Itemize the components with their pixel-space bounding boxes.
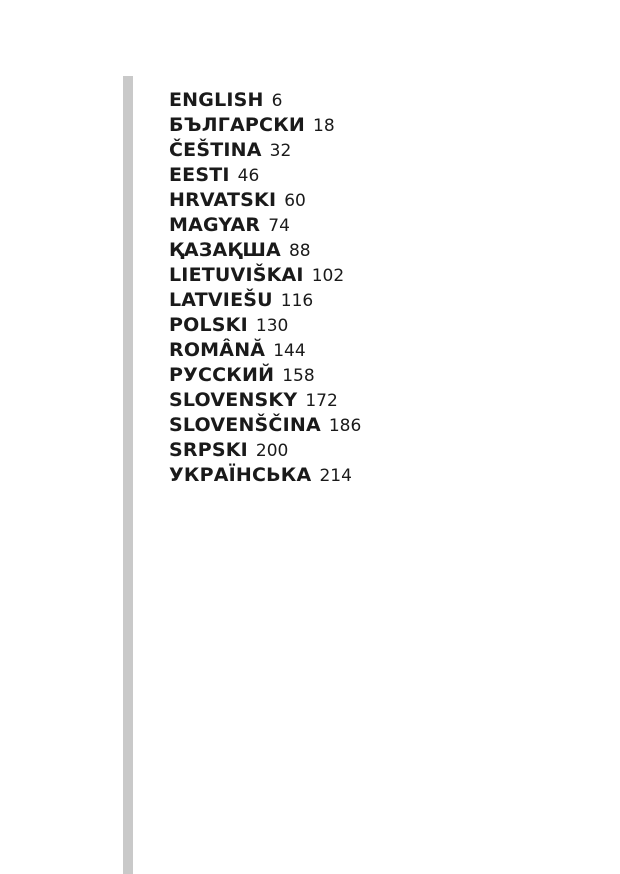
page-number: 186 [328, 416, 362, 436]
page-number: 32 [269, 141, 292, 161]
language-name: БЪЛГАРСКИ [169, 114, 306, 136]
language-name: SRPSKI [169, 439, 248, 461]
page-number: 18 [313, 116, 335, 136]
page-number: 6 [271, 91, 283, 111]
language-name: ENGLISH [169, 89, 264, 111]
toc-entry-bulgarian[interactable] [169, 113, 361, 138]
language-name: SLOVENŠČINA [169, 414, 321, 436]
toc-entry-estonian[interactable] [169, 163, 361, 188]
toc-entry-russian[interactable] [169, 363, 361, 388]
toc-entry-slovak[interactable] [169, 388, 361, 413]
page-number: 214 [319, 466, 352, 486]
toc-entry-ukrainian[interactable] [169, 463, 361, 488]
page-number: 46 [237, 166, 260, 186]
page-number: 102 [311, 266, 345, 286]
toc-entry-croatian[interactable] [169, 188, 361, 213]
toc-entry-romanian[interactable] [169, 338, 361, 363]
language-name: LIETUVIŠKAI [169, 264, 304, 286]
page-number: 158 [282, 366, 315, 386]
language-name: РУССКИЙ [169, 364, 275, 386]
page-number: 60 [284, 191, 306, 211]
toc-entry-serbian[interactable] [169, 438, 361, 463]
page-number: 88 [288, 241, 311, 261]
language-name: SLOVENSKY [169, 389, 298, 411]
language-name: УКРАЇНСЬКА [169, 464, 312, 486]
toc-entry-czech[interactable] [169, 138, 361, 163]
table-of-contents [169, 88, 361, 488]
toc-entry-kazakh[interactable] [169, 238, 361, 263]
page-number: 74 [268, 216, 290, 236]
toc-entry-english[interactable] [169, 88, 361, 113]
language-name: ČEŠTINA [169, 139, 262, 161]
language-name: EESTI [169, 164, 230, 186]
language-name: LATVIEŠU [169, 289, 273, 311]
language-name: MAGYAR [169, 214, 261, 236]
toc-entry-latvian[interactable] [169, 288, 361, 313]
language-name: POLSKI [169, 314, 248, 336]
page-number: 172 [305, 391, 338, 411]
language-name: ROMÂNĂ [169, 339, 266, 361]
language-name: HRVATSKI [169, 189, 277, 211]
toc-entry-lithuanian[interactable] [169, 263, 361, 288]
toc-entry-hungarian[interactable] [169, 213, 361, 238]
toc-entry-slovenian[interactable] [169, 413, 361, 438]
page-number: 116 [280, 291, 314, 311]
language-name: ҚАЗАҚША [169, 239, 281, 261]
toc-entry-polish[interactable] [169, 313, 361, 338]
page-number: 200 [255, 441, 289, 461]
page-number: 130 [255, 316, 289, 336]
side-bar [123, 76, 133, 874]
page-number: 144 [273, 341, 306, 361]
